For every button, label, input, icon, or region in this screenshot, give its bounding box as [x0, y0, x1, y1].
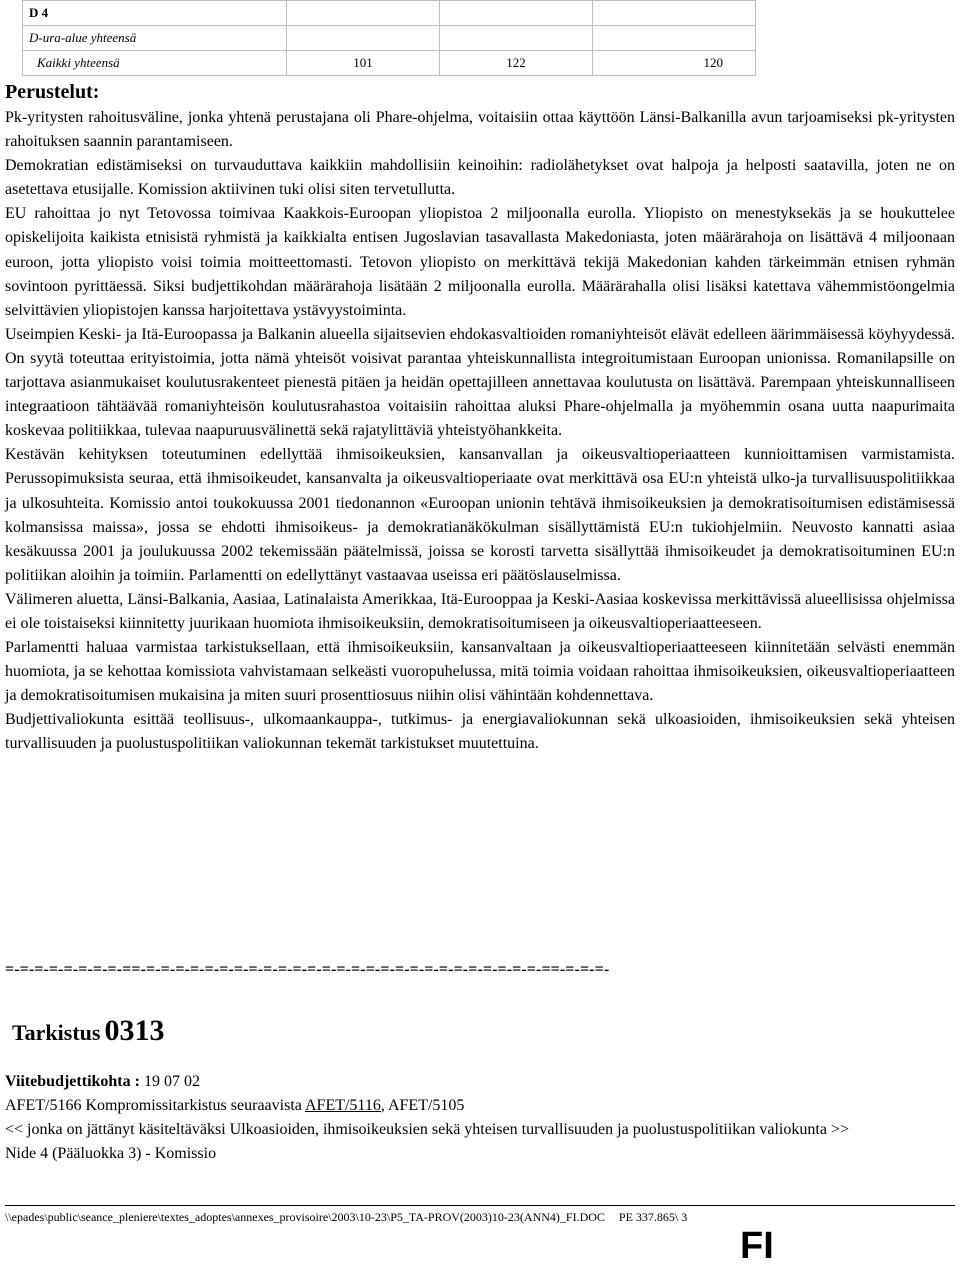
- paragraph: Välimeren aluetta, Länsi-Balkania, Aasiaa, Latinalaista Amerikkaa, Itä-Eurooppaa ja Keski-Aasiaa koskevissa merkittävissä alueellisissa ohjelmissa ei ole toistaiseksi kiinnitetty juurikaan huomiota ihmisoikeuksiin, demokratisoitumiseen ja oikeusvaltioperiaatteeseen.: [5, 590, 955, 632]
- page-reference: PE 337.865\ 3: [618, 1210, 688, 1224]
- paragraph: EU rahoittaa jo nyt Tetovossa toimivaa Kaakkois-Euroopan yliopistoa 2 miljoonalla eurolla. Yliopisto on menestyksekäs ja se houkuttelee opiskelijoita kaikista etnisistä ryhmistä ja kaikkialta entisen Jugoslavian tasavallasta Makedoniasta, joten määrärahoja on lisättävä 4 miljoonaan euroon, jotta yliopisto voisi toimia moitteettomasti. Tetovon yliopisto on merkittävä tekijä Makedonian kahden tärkeimmän etnisen ryhmän sovintoon pyrittäessä. Siksi budjettikohdan määrärahoja lisätään 2 miljoonalla eurolla. Määrärahalla olisi lisäksi katettava vähemmistöongelmia selvittävien yliopistojen kanssa harjoitettava ystävyystoiminta.: [5, 205, 955, 319]
- budget-table: [22, 0, 756, 76]
- value-3: 120: [593, 51, 756, 76]
- paragraph: Kestävän kehityksen toteutuminen edellyttää ihmisoikeuksien, kansanvallan ja oikeusvaltioperiaatteen kunnioittamisen varmistamista. Perussopimuksista seuraa, että ihmisoikeudet, kansanvalta ja oikeusvaltioperiaate ovat merkittävä osa EU:n yhteistä ulko-ja turvallisuuspolitiikkaa ja ulkosuhteita. Komissio antoi toukokuussa 2001 tiedonannon «Euroopan unionin tehtävä ihmisoikeuksien ja demokratisoitumisen edistämisessä kolmansissa maissa», jossa se ehdotti ihmisoikeus- ja demokratianäkökulman sisällyttämistä EU:n tukiohjelmiin. Neuvosto kannatti asiaa kesäkuussa 2001 ja joulukuussa 2002 tekemissään päätelmissä, joissa se korosti tarvetta sisällyttää ihmisoikeudet ja demokratisoituminen EU:n politiikan aloihin ja toimiin. Parlamentti on edellyttänyt vastaavaa useissa eri päätöslauselmissa.: [5, 446, 955, 584]
- amendment-reference-link[interactable]: AFET/5116: [304, 1097, 381, 1114]
- budget-item-value: 19 07 02: [143, 1073, 200, 1090]
- table-row: [23, 51, 756, 76]
- paragraph: Demokratian edistämiseksi on turvauduttava kaikkiin mahdollisiin keinoihin: radiolähetykset ovat halpoja ja helposti saatavilla, joten ne on asetettava etusijalle. Komission aktiivinen tuki olisi siten tervetullutta.: [5, 157, 955, 199]
- budget-item-label: Viitebudjettikohta :: [5, 1073, 140, 1090]
- compromise-line: [5, 1094, 955, 1118]
- footer-divider: [5, 1205, 955, 1206]
- language-code: FI: [740, 1225, 774, 1267]
- section-code: D 4: [23, 1, 287, 26]
- table-row: [23, 1, 756, 26]
- amendment-title: [12, 1014, 164, 1048]
- budget-item-line: [5, 1070, 955, 1094]
- footer: [5, 1210, 687, 1225]
- justification-text: [5, 106, 955, 757]
- paragraph: Budjettivaliokunta esittää teollisuus-, ulkomaankauppa-, tutkimus- ja energiavaliokunnan sekä ulkoasioiden, ihmisoikeuksien sekä yhteisen turvallisuuden ja puolustuspolitiikan valiokunnan tekemät tarkistukset muutettuina.: [5, 711, 955, 753]
- compromise-suffix: , AFET/5105: [380, 1097, 465, 1114]
- paragraph: Pk-yritysten rahoitusväline, jonka yhtenä perustajana oli Phare-ohjelma, voitaisiin ottaa käyttöön Länsi-Balkanilla avun tarjoamiseksi pk-yritysten rahoituksen saannin parantamiseen.: [5, 109, 955, 151]
- total-label: Kaikki yhteensä: [23, 51, 287, 76]
- volume-line: Nide 4 (Pääluokka 3) - Komissio: [5, 1145, 217, 1162]
- value-2: 122: [440, 51, 593, 76]
- paragraph: Parlamentti haluaa varmistaa tarkistuksellaan, että ihmisoikeuksiin, kansanvaltaan ja oikeusvaltioperiaatteeseen kiinnitetään selvästi enemmän huomiota, ja se kehottaa komissiota vahvistamaan selkeästi vuoropuhelussa, mitä toimia voidaan rahoittaa ihmisoikeuksien, oikeusvaltioperiaatteen ja demokratisoitumisen mukaisina ja miten suuri prosenttiosuus niihin olisi vähintään kohdennettava.: [5, 639, 955, 705]
- area-label: D-ura-alue yhteensä: [23, 26, 287, 51]
- separator-line: =-=-=-=-=-=-=-=-==-=-=-=-=-=-=-=-=-=-=-=-=-=-=-=-=-=-=-=-=-=-=-=-=-=-=-=-==-=-=-=-: [5, 961, 610, 978]
- amendment-number: 0313: [104, 1014, 165, 1047]
- amendment-word: Tarkistus: [12, 1020, 101, 1045]
- paragraph: Useimpien Keski- ja Itä-Euroopassa ja Balkanin alueella sijaitsevien ehdokasvaltioiden romaniyhteisöt elävät edelleen äärimmäisessä köyhyydessä. On syytä toteuttaa erityistoimia, jotta nämä yhteisöt voisivat parantaa yhteiskunnallista integroitumistaan Euroopan unionissa. Romanilapsille on tarjottava asianmukaiset koulutusrakenteet pienestä pitäen ja heidän opettajilleen annettavaa koulutusta on lisättävä. Parempaan yhteiskunnalliseen integraatioon tähtäävää romaniyhteisön koulutusrahastoa voitaisiin rahoittaa aluksi Phare-ohjelmalla ja myöhemmin osana uutta naapurimaita koskevaa politiikkaa, tulevaa naapuruusvälinettä sekä rajatylittäviä yhteistyöhankkeita.: [5, 325, 955, 440]
- file-path: \\epades\public\seance_pleniere\textes_adoptes\annexes_provisoire\2003\10-23\P5_TA-PROV(2003)10-23(ANN4)_FI.DOC: [5, 1210, 605, 1224]
- section-heading: Perustelut:: [5, 81, 100, 103]
- tabled-by-note: << jonka on jättänyt käsiteltäväksi Ulkoasioiden, ihmisoikeuksien sekä yhteisen turvallisuuden ja puolustuspolitiikan valiokunta >>: [5, 1121, 849, 1138]
- table-row: [23, 26, 756, 51]
- value-1: 101: [287, 51, 440, 76]
- compromise-text: AFET/5166 Kompromissitarkistus seuraavista: [5, 1097, 302, 1114]
- amendment-details: [5, 1070, 955, 1166]
